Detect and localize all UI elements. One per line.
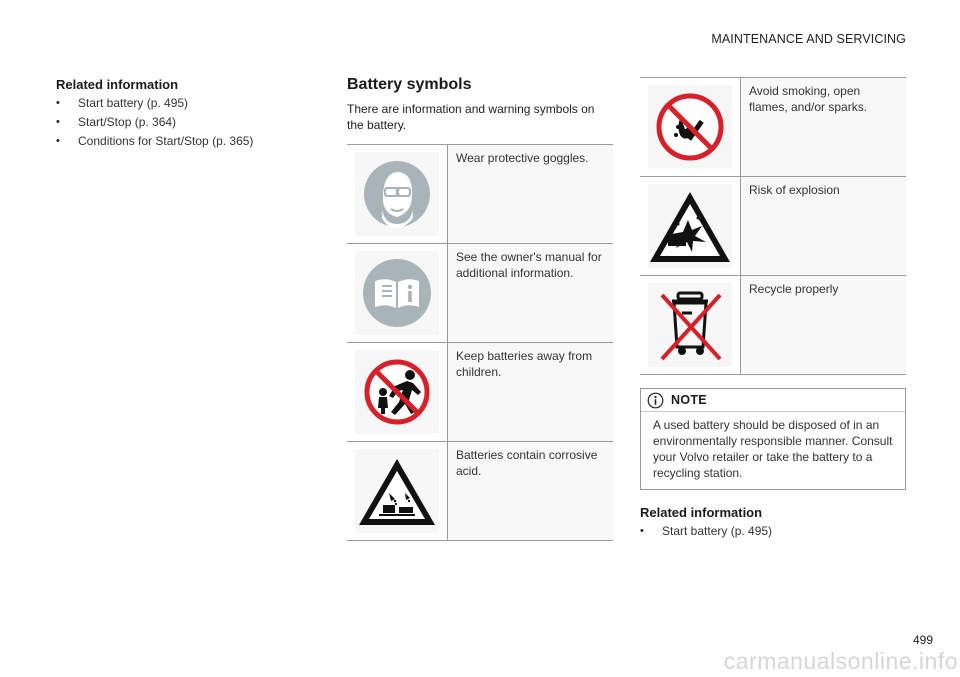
symbol-table-right xyxy=(640,77,906,375)
note-header xyxy=(641,389,905,412)
symbol-row xyxy=(347,145,613,244)
note-box xyxy=(640,388,906,490)
related-info-list xyxy=(640,522,906,541)
symbol-row xyxy=(640,177,906,276)
symbol-row xyxy=(347,442,613,541)
symbol-description: Batteries contain corrosive acid. xyxy=(448,442,613,540)
right-related-info xyxy=(640,505,906,541)
related-link-start-battery[interactable]: • Start battery (p. 495) xyxy=(640,522,906,541)
symbol-row xyxy=(640,78,906,177)
related-link-start-stop-conditions[interactable]: • Conditions for Start/Stop (p. 365) xyxy=(56,132,306,151)
page-number: 499 xyxy=(912,633,933,647)
symbol-row xyxy=(347,343,613,442)
symbol-row xyxy=(640,276,906,375)
related-info-list xyxy=(56,94,306,151)
symbol-description: Recycle properly xyxy=(741,276,906,374)
symbol-image-cell xyxy=(640,78,741,176)
left-column xyxy=(56,77,306,151)
explosion-icon xyxy=(648,184,732,268)
recycle-icon xyxy=(648,283,732,367)
no-children-icon xyxy=(355,350,439,434)
running-header: MAINTENANCE AND SERVICING xyxy=(711,32,906,46)
symbol-description: Wear protective goggles. xyxy=(448,145,613,243)
related-info-heading: Related information xyxy=(56,77,179,92)
symbol-image-cell xyxy=(347,442,448,540)
related-link-start-battery[interactable]: • Start battery (p. 495) xyxy=(56,94,306,113)
symbol-image-cell xyxy=(347,145,448,243)
symbol-description: Avoid smoking, open flames, and/or sparks. xyxy=(741,78,906,176)
right-column xyxy=(640,77,906,541)
related-link-start-stop[interactable]: • Start/Stop (p. 364) xyxy=(56,113,306,132)
corrosive-icon xyxy=(355,449,439,533)
symbol-image-cell xyxy=(347,343,448,441)
battery-symbols-section xyxy=(347,76,613,541)
related-info-heading: Related information xyxy=(640,505,763,520)
section-intro: There are information and warning symbols on the battery. xyxy=(347,102,595,132)
no-flames-icon xyxy=(648,85,732,169)
symbol-description: See the owner's manual for additional information. xyxy=(448,244,613,342)
symbol-image-cell xyxy=(347,244,448,342)
symbol-row xyxy=(347,244,613,343)
symbol-table-left xyxy=(347,144,613,541)
note-title: NOTE xyxy=(671,393,707,407)
goggles-icon xyxy=(355,152,439,236)
manual-icon xyxy=(355,251,439,335)
symbol-description: Keep batteries away from children. xyxy=(448,343,613,441)
note-text: A used battery should be disposed of in an environmentally responsible manner. Consult your Volvo retailer or take the battery to a recycling station. xyxy=(653,418,893,480)
section-title: Battery symbols xyxy=(347,76,472,93)
info-icon xyxy=(647,392,664,409)
symbol-image-cell xyxy=(640,276,741,374)
watermark: carmanualsonline.info xyxy=(723,648,958,674)
symbol-image-cell xyxy=(640,177,741,275)
symbol-description: Risk of explosion xyxy=(741,177,906,275)
